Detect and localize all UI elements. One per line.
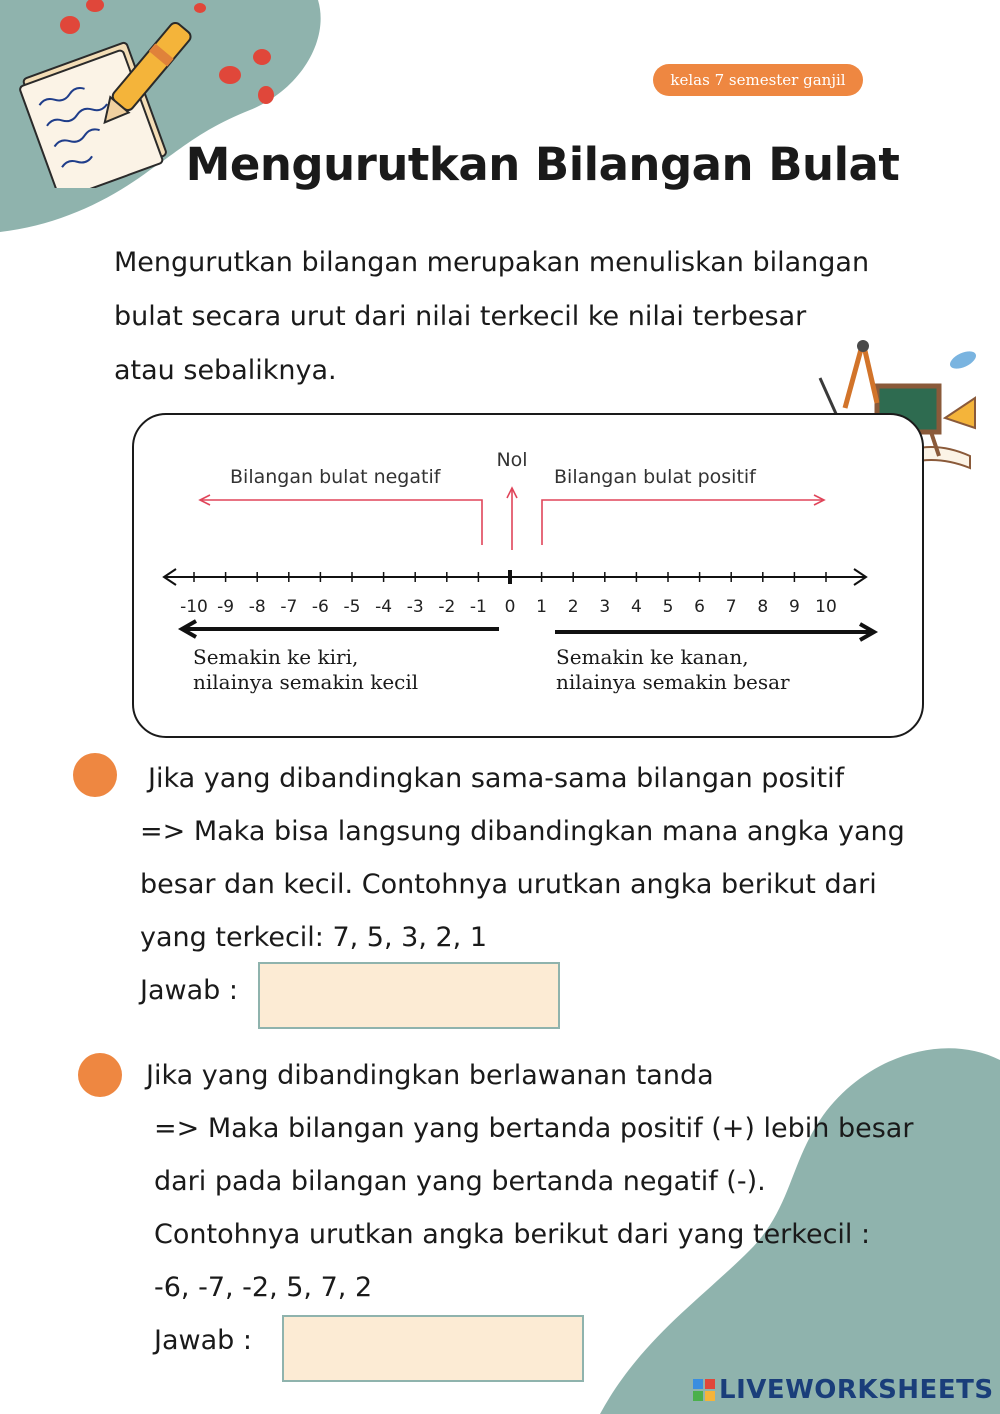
number-line-tick-label: -1 [469, 597, 487, 617]
right-caption [556, 645, 790, 695]
section-line: dari pada bilangan yang bertanda negatif (-). [154, 1166, 766, 1197]
section-line: Jika yang dibandingkan berlawanan tanda [146, 1060, 714, 1091]
answer-input-2[interactable] [282, 1315, 584, 1382]
number-line-tick-label: 7 [725, 597, 737, 617]
number-line-tick-label: -6 [311, 597, 329, 617]
negative-label: Bilangan bulat negatif [230, 466, 441, 488]
number-line-tick-label: -8 [248, 597, 266, 617]
left-caption [193, 645, 418, 695]
number-line-tick-label: -7 [280, 597, 298, 617]
left-caption-line: Semakin ke kiri, [193, 645, 359, 669]
category-arrows [200, 488, 824, 550]
class-badge: kelas 7 semester ganjil [653, 64, 863, 96]
number-line-tick-label: -10 [180, 597, 208, 617]
intro-paragraph [114, 236, 894, 398]
section-line: besar dan kecil. Contohnya urutkan angka berikut dari [140, 869, 877, 900]
liveworksheets-mark-icon [693, 1379, 715, 1401]
liveworksheets-brand: LIVEWORKSHEETS [719, 1375, 994, 1405]
section-line: yang terkecil: 7, 5, 3, 2, 1 [140, 922, 488, 953]
negative-arrow [200, 500, 482, 545]
section-line: => Maka bilangan yang bertanda positif (+) lebih besar [154, 1113, 914, 1144]
number-line-tick-label: -5 [343, 597, 361, 617]
number-line-tick-label: 2 [567, 597, 579, 617]
bullet-dot [78, 1053, 122, 1097]
section-line: => Maka bisa langsung dibandingkan mana angka yang [140, 816, 905, 847]
intro-line: Mengurutkan bilangan merupakan menuliskan bilangan [114, 247, 870, 278]
bullet-dot [73, 753, 117, 797]
section-line: -6, -7, -2, 5, 7, 2 [154, 1272, 373, 1303]
number-line-tick-label: 4 [630, 597, 642, 617]
number-line-tick-label: 10 [815, 597, 837, 617]
intro-line: bulat secara urut dari nilai terkecil ke nilai terbesar [114, 301, 807, 332]
number-line-tick-label: 5 [662, 597, 674, 617]
page-title: Mengurutkan Bilangan Bulat [185, 138, 900, 191]
section-line: Jika yang dibandingkan sama-sama bilangan positif [148, 763, 845, 794]
left-caption-line: nilainya semakin kecil [193, 670, 419, 694]
number-line-tick-label: 6 [694, 597, 706, 617]
number-line-tick-label: 0 [504, 597, 516, 617]
answer-label: Jawab : [154, 1325, 252, 1356]
right-caption-line: nilainya semakin besar [556, 670, 790, 694]
answer-input-1[interactable] [258, 962, 560, 1029]
intro-line: atau sebaliknya. [114, 355, 337, 386]
number-line-tick-label: 8 [757, 597, 769, 617]
number-line-tick-label: 3 [599, 597, 611, 617]
answer-label: Jawab : [140, 975, 238, 1006]
number-line-tick-label: 1 [536, 597, 548, 617]
number-line-tick-label: -2 [438, 597, 456, 617]
zero-label: Nol [496, 449, 528, 471]
right-caption-line: Semakin ke kanan, [556, 645, 749, 669]
number-line-tick-label: -4 [375, 597, 393, 617]
liveworksheets-logo [693, 1375, 994, 1405]
number-line-tick-label: -3 [406, 597, 424, 617]
positive-label: Bilangan bulat positif [554, 466, 756, 488]
number-line-tick-label: 9 [788, 597, 800, 617]
positive-arrow [542, 500, 824, 545]
section-line: Contohnya urutkan angka berikut dari yang terkecil : [154, 1219, 871, 1250]
number-line-tick-label: -9 [217, 597, 235, 617]
